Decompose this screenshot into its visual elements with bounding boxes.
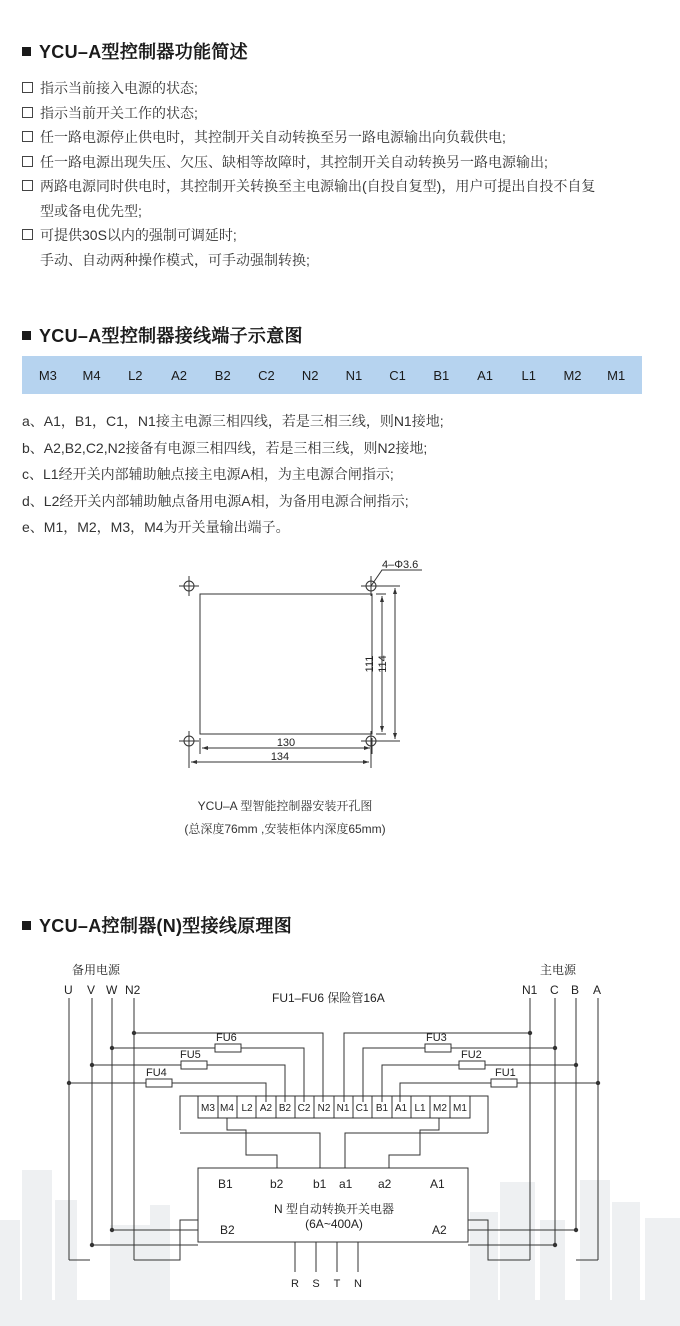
terminal-label: N1 [336,1103,350,1114]
list-item: 两路电源同时供电时，其控制开关转换至主电源输出(自投自复型)，用户可提出自投不自复 [22,174,662,199]
switch-terminal-label: B2 [220,1223,235,1237]
list-item: c、L1经开关内部辅助触点接主电源A相，为主电源合闸指示; [22,466,394,482]
terminal-label: M1 [607,367,626,383]
fuse-label: FU5 [180,1049,201,1061]
dim-114: 114 [377,655,389,673]
output-label: T [333,1278,341,1290]
switch-terminal-label: b2 [270,1177,284,1191]
wiring-notes [22,408,444,541]
terminal-label: L1 [521,367,536,383]
checkbox-bullet-icon [22,131,33,142]
backup-source-label: 备用电源 [72,963,121,977]
line-label: U [64,983,73,997]
list-item: d、L2经开关内部辅助触点备用电源A相，为备用电源合闸指示; [22,492,409,509]
terminal-label: M2 [433,1103,447,1114]
list-item: a、A1，B1，C1，N1接主电源三相四线，若是三相三线，则N1接地; [22,413,444,429]
line-label: N1 [522,983,538,997]
terminal-label: L2 [241,1103,253,1114]
list-item: b、A2,B2,C2,N2接备有电源三相四线，若是三相三线，则N2接地; [22,439,428,456]
line-label: A [593,983,602,997]
line-label: C [550,983,559,997]
cutout-rect [200,594,372,734]
fuse-label: FU6 [216,1032,237,1044]
list-item-continuation: 型或备电优先型; [40,202,142,219]
checkbox-bullet-icon [22,229,33,240]
feature-list [22,76,662,272]
terminal-strip [22,356,642,394]
square-bullet-icon [22,47,31,56]
terminal-label: N2 [317,1103,331,1114]
hole-spec-label: 4–Φ3.6 [382,559,419,571]
skyline-decoration [0,1170,680,1326]
terminal-label: A1 [394,1103,408,1114]
section-title-terminals: YCU–A型控制器接线端子示意图 [22,322,303,348]
switch-terminal-label: B1 [218,1177,233,1191]
checkbox-bullet-icon [22,180,33,191]
switch-range: (6A~400A) [305,1217,363,1231]
line-label: V [87,983,96,997]
output-label: R [291,1278,299,1290]
list-item: 任一路电源停止供电时，其控制开关自动转换至另一路电源输出向负载供电; [22,125,662,150]
list-item: 指示当前开关工作的状态; [22,101,662,126]
square-bullet-icon [22,921,31,930]
terminal-label: A2 [171,367,187,383]
fuse-label: FU4 [146,1067,167,1079]
switch-name: N 型自动转换开关电器 [273,1202,395,1216]
line-label: N2 [125,983,141,997]
terminal-label: M4 [82,367,101,383]
terminal-label: L2 [128,367,143,383]
list-item: e、M1，M2，M3，M4为开关量输出端子。 [22,519,290,535]
terminal-label: N2 [301,367,319,383]
fuse-label: FU2 [461,1049,482,1061]
terminal-label: A1 [477,367,493,383]
line-label: B [571,983,580,997]
terminal-label: M3 [38,367,57,383]
checkbox-bullet-icon [22,156,33,167]
checkbox-bullet-icon [22,107,33,118]
terminal-label: C1 [389,367,406,383]
terminal-label: B2 [214,367,231,383]
fuse-label: FU1 [495,1067,516,1079]
section-title-schematic: YCU–A控制器(N)型接线原理图 [22,912,292,938]
list-item: 任一路电源出现失压、欠压、缺相等故障时，其控制开关自动转换另一路电源输出; [22,150,662,175]
switch-terminal-label: A1 [430,1177,445,1191]
output-label: S [312,1278,320,1290]
switch-terminal-label: b1 [313,1177,327,1191]
terminal-label: B2 [278,1103,292,1114]
switch-terminal-label: A2 [432,1223,447,1237]
switch-terminal-label: a2 [378,1177,392,1191]
terminal-label: M2 [563,367,582,383]
section-title-functions: YCU–A型控制器功能简述 [22,38,248,64]
fuse-label: FU3 [426,1032,447,1044]
terminal-label: N1 [345,367,363,383]
terminal-label: B1 [433,367,450,383]
list-item: 可提供30S以内的强制可调延时; [22,223,662,248]
main-source-label: 主电源 [540,963,577,977]
output-label: N [354,1278,362,1290]
terminal-label: L1 [414,1103,426,1114]
drawing-caption: YCU–A 型智能控制器安装开孔图 [197,799,373,813]
list-item: 指示当前接入电源的状态; [22,76,662,101]
switch-terminal-label: a1 [339,1177,353,1191]
terminal-label: M3 [201,1103,215,1114]
terminal-label: C2 [297,1103,311,1114]
dim-134: 134 [270,751,290,763]
terminal-label: C2 [258,367,275,383]
square-bullet-icon [22,331,31,340]
terminal-label: C1 [355,1103,369,1114]
terminal-label: M1 [453,1103,467,1114]
line-label: W [106,983,118,997]
terminal-label: M4 [220,1103,234,1114]
cutout-drawing [170,550,450,780]
terminal-label: A2 [259,1103,273,1114]
drawing-caption-depth: (总深度76mm ,安装柜体内深度65mm) [184,822,386,836]
mount-hole-icon [179,576,199,596]
terminal-label: B1 [375,1103,389,1114]
dim-111: 111 [364,655,376,673]
list-item: 手动、自动两种操作模式，可手动强制转换; [40,251,310,268]
dim-130: 130 [276,737,296,749]
fuse-note: FU1–FU6 保险管16A [272,991,385,1005]
checkbox-bullet-icon [22,82,33,93]
wiring-schematic [0,950,680,1326]
